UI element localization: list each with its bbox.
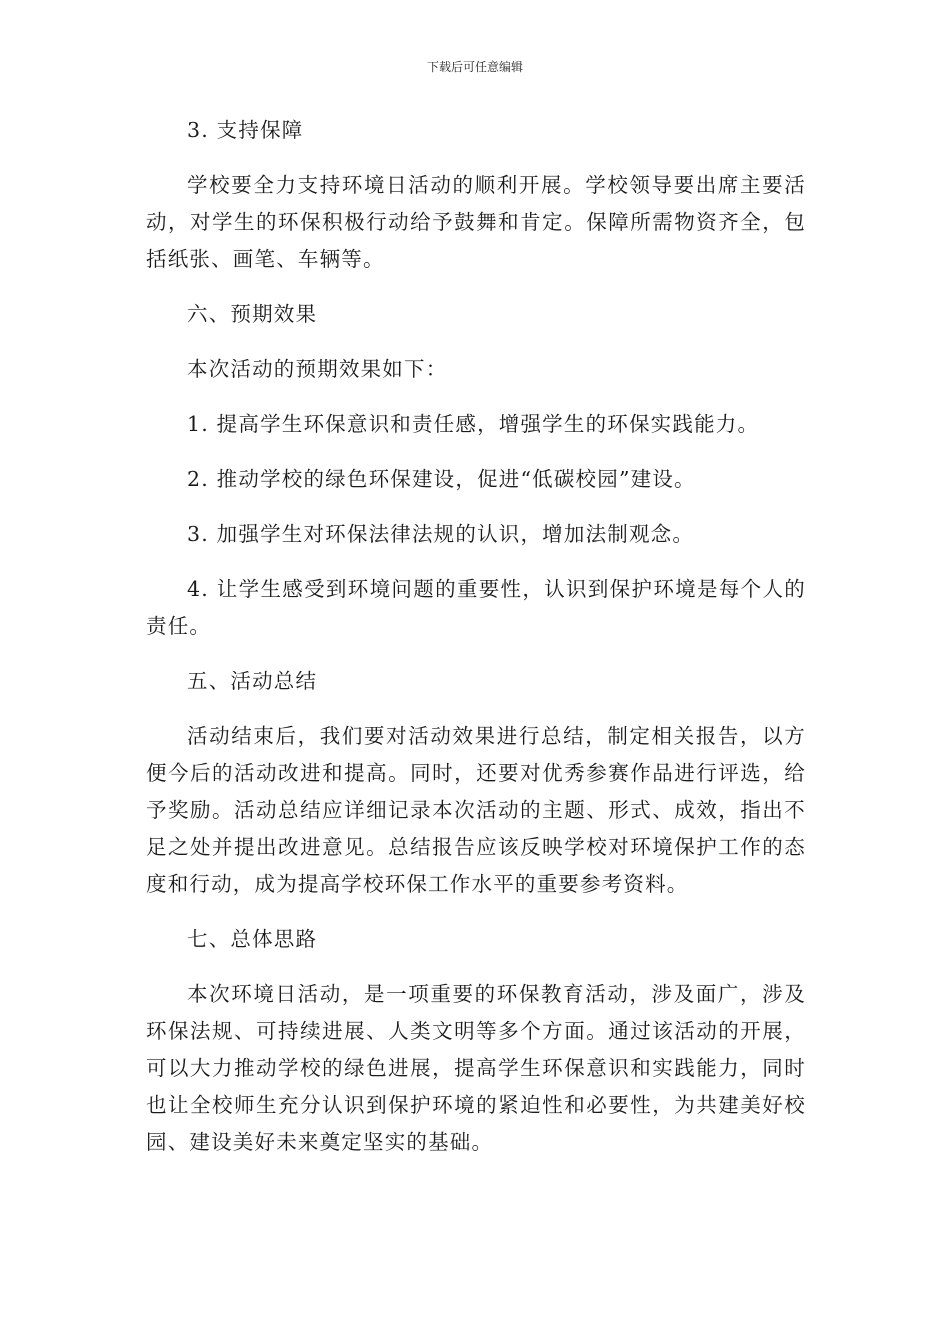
list-item-effect-4: 4. 让学生感受到环境问题的重要性，认识到保护环境是每个人的责任。	[146, 577, 806, 638]
document-body	[146, 112, 806, 1179]
list-item-effect-3: 3. 加强学生对环保法律法规的认识，增加法制观念。	[187, 522, 695, 546]
paragraph-summary: 活动结束后，我们要对活动效果进行总结，制定相关报告，以方便今后的活动改进和提高。同时，还要对优秀参赛作品进行评选，给予奖励。活动总结应详细记录本次活动的主题、形式、成效，指出不足之处并提出改进意见。总结报告应该反映学校对环境保护工作的态度和行动，成为提高学校环保工作水平的重要参考资料。	[146, 724, 806, 896]
download-note: 下载后可任意编辑	[426, 60, 523, 74]
paragraph-overall-approach: 本次环境日活动，是一项重要的环保教育活动，涉及面广，涉及环保法规、可持续进展、人类文明等多个方面。通过该活动的开展，可以大力推动学校的绿色进展，提高学生环保意识和实践能力，同时也让全校师生充分认识到保护环境的紧迫性和必要性，为共建美好校园、建设美好未来奠定坚实的基础。	[146, 982, 806, 1154]
section-heading-overall-approach: 七、总体思路	[187, 927, 318, 951]
list-item-effect-2: 2. 推动学校的绿色环保建设，促进“低碳校园”建设。	[187, 467, 696, 491]
paragraph-support: 学校要全力支持环境日活动的顺利开展。学校领导要出席主要活动，对学生的环保积极行动给予鼓舞和肯定。保障所需物资齐全，包括纸张、画笔、车辆等。	[146, 173, 806, 271]
paragraph-effects-intro: 本次活动的预期效果如下：	[187, 357, 448, 381]
section-heading-summary: 五、活动总结	[187, 669, 318, 693]
list-item-effect-1: 1. 提高学生环保意识和责任感，增强学生的环保实践能力。	[187, 412, 760, 436]
section-heading-expected-effects: 六、预期效果	[187, 302, 318, 326]
section-heading-support: 3. 支持保障	[187, 118, 304, 142]
